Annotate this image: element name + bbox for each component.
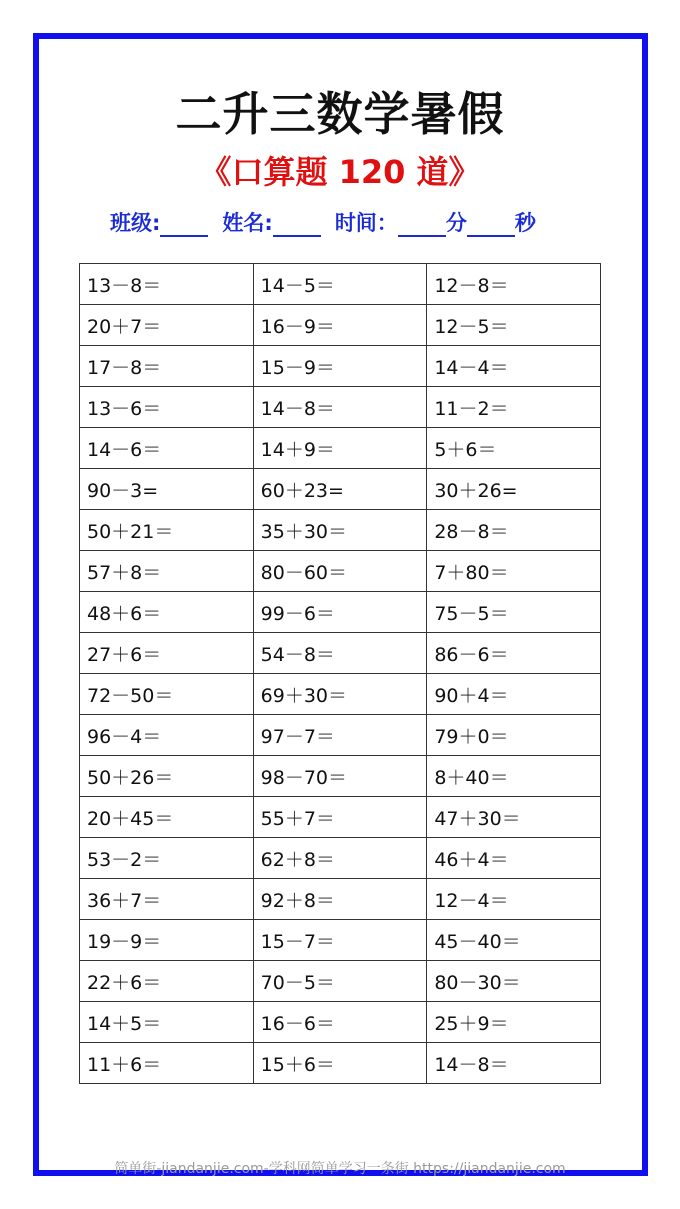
problem-cell: 13－6＝ bbox=[80, 387, 254, 428]
problem-cell: 50＋26＝ bbox=[80, 756, 254, 797]
table-row bbox=[80, 674, 601, 715]
problem-cell: 69＋30＝ bbox=[253, 674, 427, 715]
class-label: 班级: bbox=[110, 211, 161, 235]
table-row bbox=[80, 510, 601, 551]
problem-cell: 70－5＝ bbox=[253, 961, 427, 1002]
problem-cell: 99－6＝ bbox=[253, 592, 427, 633]
problem-cell: 54－8＝ bbox=[253, 633, 427, 674]
problem-cell: 12－4＝ bbox=[427, 879, 601, 920]
problem-cell: 90－3= bbox=[80, 469, 254, 510]
problem-cell: 57＋8＝ bbox=[80, 551, 254, 592]
problem-cell: 30＋26= bbox=[427, 469, 601, 510]
problem-cell: 47＋30＝ bbox=[427, 797, 601, 838]
problem-table-body bbox=[80, 264, 601, 1084]
problem-cell: 72－50＝ bbox=[80, 674, 254, 715]
problem-cell: 45－40＝ bbox=[427, 920, 601, 961]
problem-cell: 86－6＝ bbox=[427, 633, 601, 674]
minutes-label: 分 bbox=[445, 211, 467, 235]
problem-cell: 11＋6＝ bbox=[80, 1043, 254, 1084]
problem-cell: 60＋23= bbox=[253, 469, 427, 510]
problem-cell: 20＋7＝ bbox=[80, 305, 254, 346]
problem-cell: 14－8＝ bbox=[253, 387, 427, 428]
problem-cell: 48＋6＝ bbox=[80, 592, 254, 633]
problem-cell: 79＋0＝ bbox=[427, 715, 601, 756]
problem-cell: 75－5＝ bbox=[427, 592, 601, 633]
problem-cell: 14－5＝ bbox=[253, 264, 427, 305]
table-row bbox=[80, 715, 601, 756]
problem-cell: 97－7＝ bbox=[253, 715, 427, 756]
problem-cell: 36＋7＝ bbox=[80, 879, 254, 920]
table-row bbox=[80, 387, 601, 428]
problem-cell: 13－8＝ bbox=[80, 264, 254, 305]
problem-cell: 15－7＝ bbox=[253, 920, 427, 961]
problem-cell: 92＋8＝ bbox=[253, 879, 427, 920]
table-row bbox=[80, 469, 601, 510]
time-label: 时间： bbox=[334, 211, 398, 235]
problem-cell: 14－4＝ bbox=[427, 346, 601, 387]
problem-cell: 12－8＝ bbox=[427, 264, 601, 305]
problem-cell: 22＋6＝ bbox=[80, 961, 254, 1002]
problem-cell: 98－70＝ bbox=[253, 756, 427, 797]
problem-cell: 25＋9＝ bbox=[427, 1002, 601, 1043]
problem-cell: 12－5＝ bbox=[427, 305, 601, 346]
seconds-blank[interactable] bbox=[467, 211, 515, 237]
problem-cell: 62＋8＝ bbox=[253, 838, 427, 879]
problem-cell: 16－6＝ bbox=[253, 1002, 427, 1043]
seconds-label: 秒 bbox=[514, 211, 536, 235]
table-row bbox=[80, 264, 601, 305]
problem-cell: 14－8＝ bbox=[427, 1043, 601, 1084]
problem-cell: 5＋6＝ bbox=[427, 428, 601, 469]
page-title: 二升三数学暑假 bbox=[175, 87, 505, 141]
problem-cell: 55＋7＝ bbox=[253, 797, 427, 838]
table-row bbox=[80, 1043, 601, 1084]
table-row bbox=[80, 797, 601, 838]
problem-cell: 8＋40＝ bbox=[427, 756, 601, 797]
problem-cell: 7＋80＝ bbox=[427, 551, 601, 592]
problem-cell: 15＋6＝ bbox=[253, 1043, 427, 1084]
problem-cell: 16－9＝ bbox=[253, 305, 427, 346]
problem-cell: 46＋4＝ bbox=[427, 838, 601, 879]
table-row bbox=[80, 756, 601, 797]
problem-cell: 50＋21＝ bbox=[80, 510, 254, 551]
student-info-line bbox=[110, 205, 536, 237]
footer-watermark: 简单街-jiandanjie.com-学科网简单学习一条街 https://jiandanjie.com bbox=[114, 1161, 566, 1177]
name-label: 姓名: bbox=[222, 211, 273, 235]
problem-cell: 90＋4＝ bbox=[427, 674, 601, 715]
problem-cell: 14＋5＝ bbox=[80, 1002, 254, 1043]
table-row bbox=[80, 920, 601, 961]
table-row bbox=[80, 961, 601, 1002]
table-row bbox=[80, 879, 601, 920]
problem-cell: 53－2＝ bbox=[80, 838, 254, 879]
table-row bbox=[80, 633, 601, 674]
problem-cell: 80－30＝ bbox=[427, 961, 601, 1002]
problem-cell: 14－6＝ bbox=[80, 428, 254, 469]
problem-cell: 80－60＝ bbox=[253, 551, 427, 592]
problem-cell: 11－2＝ bbox=[427, 387, 601, 428]
table-row bbox=[80, 592, 601, 633]
problem-cell: 17－8＝ bbox=[80, 346, 254, 387]
table-row bbox=[80, 1002, 601, 1043]
table-row bbox=[80, 551, 601, 592]
problem-table bbox=[79, 263, 601, 1084]
table-row bbox=[80, 305, 601, 346]
minutes-blank[interactable] bbox=[398, 211, 446, 237]
problem-cell: 19－9＝ bbox=[80, 920, 254, 961]
problem-cell: 35＋30＝ bbox=[253, 510, 427, 551]
page-subtitle: 《口算题 120 道》 bbox=[199, 153, 481, 191]
problem-cell: 96－4＝ bbox=[80, 715, 254, 756]
problem-cell: 15－9＝ bbox=[253, 346, 427, 387]
table-row bbox=[80, 428, 601, 469]
class-blank[interactable] bbox=[160, 211, 208, 237]
problem-cell: 20＋45＝ bbox=[80, 797, 254, 838]
table-row bbox=[80, 838, 601, 879]
name-blank[interactable] bbox=[273, 211, 321, 237]
table-row bbox=[80, 346, 601, 387]
problem-cell: 27＋6＝ bbox=[80, 633, 254, 674]
problem-cell: 28－8＝ bbox=[427, 510, 601, 551]
problem-cell: 14＋9＝ bbox=[253, 428, 427, 469]
